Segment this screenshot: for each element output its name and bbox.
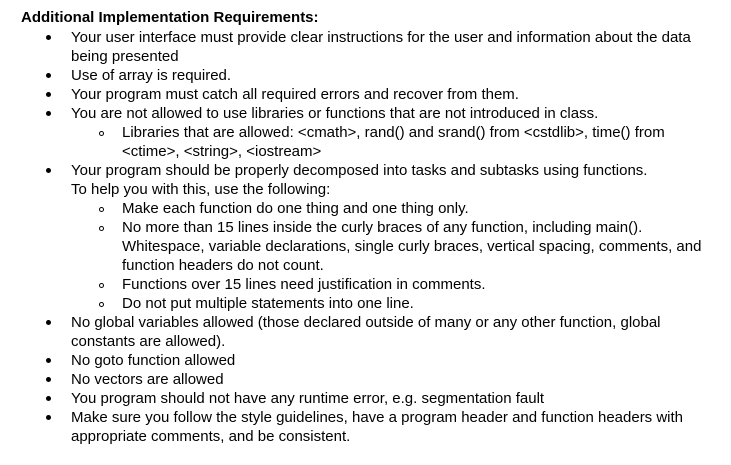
decomposition-sublist bbox=[71, 199, 723, 313]
list-item-vectors: No vectors are allowed bbox=[21, 370, 723, 389]
section-heading: Additional Implementation Requirements: bbox=[21, 9, 319, 26]
sublist-item-justification: Functions over 15 lines need justification in comments. bbox=[71, 275, 723, 294]
list-item-runtime-error: You program should not have any runtime error, e.g. segmentation fault bbox=[21, 389, 723, 408]
sublist-item-line-limit: No more than 15 lines inside the curly braces of any function, including main(). Whitespace, variable declarations, single curly braces, vertical spacing, comments, and function headers do not count. bbox=[71, 218, 723, 275]
libraries-sublist bbox=[71, 123, 723, 161]
list-item-decomposition-help: To help you with this, use the following: bbox=[71, 181, 331, 198]
list-item-user-interface: Your user interface must provide clear instructions for the user and information about the data being presented bbox=[21, 28, 723, 66]
requirements-list bbox=[21, 28, 723, 446]
list-item-array: Use of array is required. bbox=[21, 66, 723, 85]
list-item-decomposition bbox=[21, 161, 723, 313]
list-item-decomposition-text: Your program should be properly decomposed into tasks and subtasks using functions. bbox=[71, 162, 648, 179]
sublist-item-one-statement: Do not put multiple statements into one line. bbox=[71, 294, 723, 313]
list-item-errors: Your program must catch all required errors and recover from them. bbox=[21, 85, 723, 104]
list-item-libraries-text: You are not allowed to use libraries or functions that are not introduced in class. bbox=[71, 105, 599, 122]
list-item-style-guidelines: Make sure you follow the style guidelines, have a program header and function headers with appropriate comments, and be consistent. bbox=[21, 408, 723, 446]
list-item-global-variables: No global variables allowed (those declared outside of many or any other function, global constants are allowed). bbox=[21, 313, 723, 351]
list-item-libraries bbox=[21, 104, 723, 161]
sublist-item-one-thing: Make each function do one thing and one thing only. bbox=[71, 199, 723, 218]
list-item-goto: No goto function allowed bbox=[21, 351, 723, 370]
sublist-item-allowed-libraries: Libraries that are allowed: <cmath>, rand() and srand() from <cstdlib>, time() from <ctime>, <string>, <iostream> bbox=[71, 123, 723, 161]
